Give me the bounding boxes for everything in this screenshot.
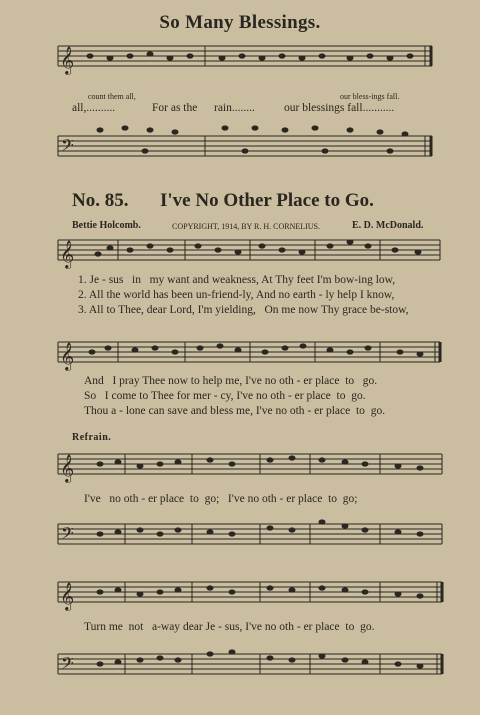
svg-text:𝄢: 𝄢 (61, 525, 74, 547)
hymn-author: Bettie Holcomb. (72, 220, 141, 231)
refrain-treble-staff-2 (0, 576, 480, 616)
svg-text:𝄞: 𝄞 (60, 584, 75, 610)
verse-2-line-2: So I come to Thee for mer - cy, I've no oth - er place to go. (84, 390, 366, 402)
verse-3-line-2: Thou a - lone can save and bless me, I've no oth - er place to go. (84, 405, 386, 417)
verse-1-line: 1. Je - sus in my want and weakness, At Thy feet I'm bow-ing low, (78, 274, 396, 286)
small-lyric-left: count them all, (88, 92, 136, 101)
verse-2-line: 2. All the world has been un-friend-ly, And no earth - ly help I know, (78, 289, 395, 301)
refrain-line-1: I've no oth - er place to go; I've no oth - er place to go; (84, 493, 358, 505)
hymn-composer: E. D. McDonald. (352, 220, 424, 231)
svg-text:𝄞: 𝄞 (60, 48, 75, 74)
svg-text:𝄞: 𝄞 (60, 456, 75, 482)
verse-1-line-2: And I pray Thee now to help me, I've no oth - er place to go. (84, 375, 378, 387)
svg-text:𝄢: 𝄢 (61, 655, 74, 677)
top-lyric-word: For as the (152, 102, 198, 114)
refrain-treble-staff-1 (0, 448, 480, 488)
top-bass-staff (0, 122, 480, 172)
small-lyric-right: our bless-ings fall. (340, 92, 400, 101)
verse-staff-1 (0, 234, 480, 274)
verse-3-line: 3. All to Thee, dear Lord, I'm yielding, On me now Thy grace be-stow, (78, 304, 409, 316)
hymn-number: No. 85. (72, 190, 129, 211)
refrain-bass-staff-2 (0, 640, 480, 700)
top-hymn-title: So Many Blessings. (159, 12, 321, 33)
svg-text:𝄢: 𝄢 (61, 137, 74, 159)
refrain-bass-staff-1 (0, 510, 480, 560)
top-lyric-word: rain........ (214, 102, 255, 114)
top-treble-staff (0, 40, 480, 90)
hymn-title: I've No Other Place to Go. (160, 190, 374, 211)
svg-text:𝄞: 𝄞 (60, 242, 75, 268)
top-lyric-word: our blessings fall........... (284, 102, 395, 114)
refrain-line-2: Turn me not a-way dear Je - sus, I've no oth - er place to go. (84, 621, 375, 633)
top-lyric-word: all,.......... (72, 102, 116, 114)
refrain-label: Refrain. (72, 432, 112, 443)
hymn-copyright: COPYRIGHT, 1914, BY R. H. CORNELIUS. (172, 222, 321, 231)
svg-text:𝄞: 𝄞 (60, 344, 75, 370)
